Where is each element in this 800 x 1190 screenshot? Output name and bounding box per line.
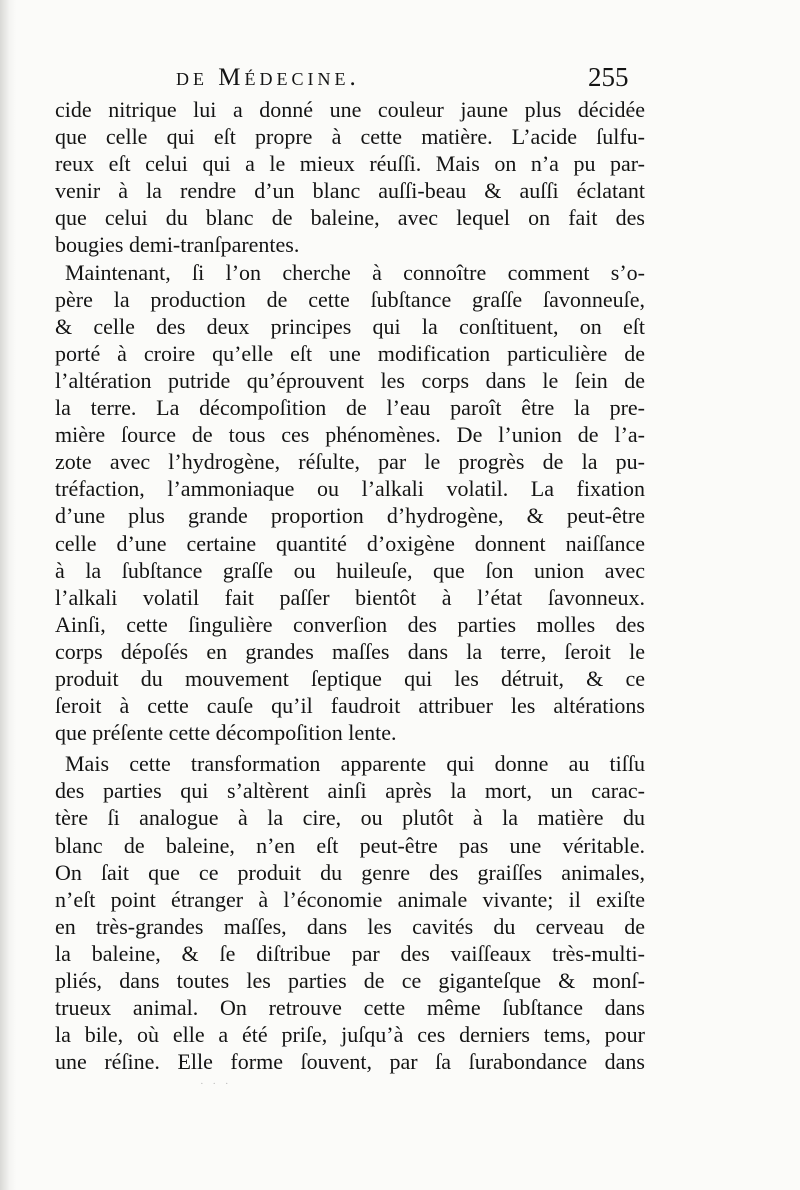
- text-line: ſeroit à cette cauſe qu’il faudroit attribuer les altérations: [55, 693, 645, 719]
- text-line: cide nitrique lui a donné une couleur jaune plus décidée: [55, 97, 645, 122]
- text-line: que celle qui eſt propre à cette matière. L’acide ſulfu-: [55, 124, 645, 150]
- text-line: la baleine, & ſe diſtribue par des vaiſſeaux très-multi-: [55, 940, 645, 966]
- text-line: trueux animal. On retrouve cette même ſubſtance dans: [55, 995, 645, 1021]
- text-line: à la ſubſtance graſſe ou huileuſe, que ſon union avec: [55, 557, 645, 583]
- stray-ink-mark: · · ·: [200, 1078, 232, 1090]
- text-line: que préſente cette décompoſition lente.: [55, 720, 397, 746]
- text-line: produit du mouvement ſeptique qui les détruit, & ce: [55, 665, 645, 691]
- text-line: l’altération putride qu’éprouvent les corps dans le ſein de: [55, 367, 645, 393]
- text-line: la bile, où elle a été priſe, juſqu’à ces derniers tems, pour: [55, 1022, 645, 1048]
- text-line: Ainſi, cette ſingulière converſion des parties molles des: [55, 611, 645, 637]
- text-line: n’eſt point étranger à l’économie animale vivante; il exiſte: [55, 886, 645, 912]
- page-gutter-shadow: [0, 0, 16, 1190]
- text-line: corps dépoſés en grandes maſſes dans la terre, ſeroit le: [55, 638, 645, 664]
- text-line: Mais cette transformation apparente qui donne au tiſſu: [65, 751, 645, 777]
- text-line: tréfaction, l’ammoniaque ou l’alkali volatil. La fixation: [55, 476, 645, 502]
- text-line: des parties qui s’altèrent ainſi après la mort, un carac-: [55, 778, 645, 804]
- running-head: de Médecine.: [176, 64, 360, 91]
- text-line: blanc de baleine, n’en eſt peut-être pas une véritable.: [55, 832, 645, 858]
- text-line: tère ſi analogue à la cire, ou plutôt à la matière du: [55, 805, 645, 831]
- text-line: celle d’une certaine quantité d’oxigène donnent naiſſance: [55, 530, 645, 556]
- text-line: mière ſource de tous ces phénomènes. De l’union de l’a-: [55, 422, 645, 448]
- text-line: zote avec l’hydrogène, réſulte, par le progrès de la pu-: [55, 449, 645, 475]
- page-header: [40, 62, 660, 98]
- page-number: 255: [588, 62, 629, 92]
- text-line: en très-grandes maſſes, dans les cavités du cerveau de: [55, 913, 645, 939]
- text-line: que celui du blanc de baleine, avec lequel on fait des: [55, 205, 645, 231]
- text-line: pliés, dans toutes les parties de ce giganteſque & monſ-: [55, 968, 645, 993]
- text-line: Maintenant, ſi l’on cherche à connoître comment s’o-: [65, 259, 645, 285]
- text-line: venir à la rendre d’un blanc auſſi-beau & auſſi éclatant: [55, 178, 645, 204]
- text-line: & celle des deux principes qui la conſtituent, on eſt: [55, 313, 645, 339]
- text-line: On ſait que ce produit du genre des graiſſes animales,: [55, 859, 645, 885]
- text-line: bougies demi-tranſparentes.: [55, 232, 300, 258]
- text-line: d’une plus grande proportion d’hydrogène, & peut-être: [55, 503, 645, 529]
- text-line: porté à croire qu’elle eſt une modification particulière de: [55, 340, 645, 366]
- text-line: reux eſt celui qui a le mieux réuſſi. Mais on n’a pu par-: [55, 151, 645, 177]
- body-text: [55, 96, 645, 1075]
- text-line: une réſine. Elle forme ſouvent, par ſa ſurabondance dans: [55, 1049, 645, 1075]
- text-line: père la production de cette ſubſtance graſſe ſavonneuſe,: [55, 286, 645, 312]
- text-line: la terre. La décompoſition de l’eau paroît être la pre-: [55, 395, 645, 421]
- text-line: l’alkali volatil fait paſſer bientôt à l’état ſavonneux.: [55, 584, 645, 610]
